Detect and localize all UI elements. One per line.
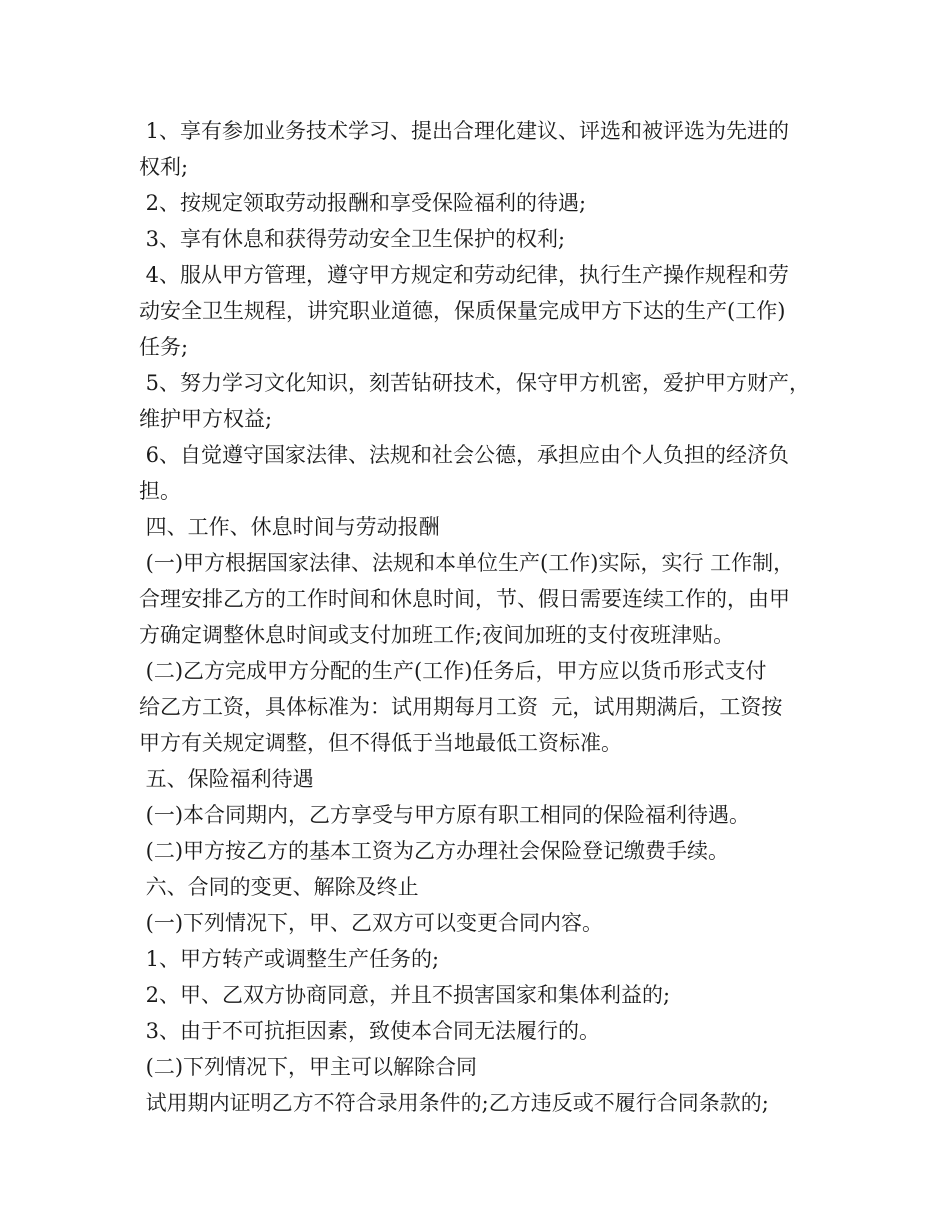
body-line: 动安全卫生规程，讲究职业道德，保质保量完成甲方下达的生产(工作) (139, 299, 786, 323)
body-line: (二)下列情况下，甲主可以解除合同 (139, 1055, 478, 1079)
body-line: 3、享有休息和获得劳动安全卫生保护的权利; (139, 227, 566, 251)
document-body (139, 113, 829, 1121)
body-line: 担。 (139, 479, 181, 503)
section-heading: 四、工作、休息时间与劳动报酬 (139, 515, 440, 539)
body-line: 任务; (139, 335, 189, 359)
body-line: 甲方有关规定调整，但不得低于当地最低工资标准。 (139, 731, 622, 755)
body-line: 合理安排乙方的工作时间和休息时间，节、假日需要连续工作的，由甲 (139, 587, 790, 611)
body-line: 2、甲、乙双方协商同意，并且不损害国家和集体利益的; (139, 983, 671, 1007)
body-line: (一)甲方根据国家法律、法规和本单位生产(工作)实际，实行 工作制， (139, 551, 795, 575)
body-line: 维护甲方权益; (139, 407, 273, 431)
body-line: 6、自觉遵守国家法律、法规和社会公德，承担应由个人负担的经济负 (139, 443, 790, 467)
body-line: 给乙方工资，具体标准为：试用期每月工资 元，试用期满后，工资按 (139, 695, 783, 719)
section-heading: 六、合同的变更、解除及终止 (139, 875, 419, 899)
body-line: (二)甲方按乙方的基本工资为乙方办理社会保险登记缴费手续。 (139, 839, 730, 863)
body-line: 1、甲方转产或调整生产任务的; (139, 947, 440, 971)
body-line: (二)乙方完成甲方分配的生产(工作)任务后，甲方应以货币形式支付 (139, 659, 767, 683)
body-line: 1、享有参加业务技术学习、提出合理化建议、评选和被评选为先进的 (139, 119, 790, 143)
body-line: 2、按规定领取劳动报酬和享受保险福利的待遇; (139, 191, 587, 215)
body-line: (一)下列情况下，甲、乙双方可以变更合同内容。 (139, 911, 604, 935)
body-line: 权利; (139, 155, 189, 179)
section-heading: 五、保险福利待遇 (139, 767, 314, 791)
body-line: 3、由于不可抗拒因素，致使本合同无法履行的。 (139, 1019, 601, 1043)
body-line: 4、服从甲方管理，遵守甲方规定和劳动纪律，执行生产操作规程和劳 (139, 263, 790, 287)
body-line: 试用期内证明乙方不符合录用条件的;乙方违反或不履行合同条款的; (139, 1091, 769, 1115)
body-line: 方确定调整休息时间或支付加班工作;夜间加班的支付夜班津贴。 (139, 623, 735, 647)
body-line: (一)本合同期内，乙方享受与甲方原有职工相同的保险福利待遇。 (139, 803, 751, 827)
body-line: 5、努力学习文化知识，刻苦钻研技术，保守甲方机密，爱护甲方财产， (139, 371, 811, 395)
